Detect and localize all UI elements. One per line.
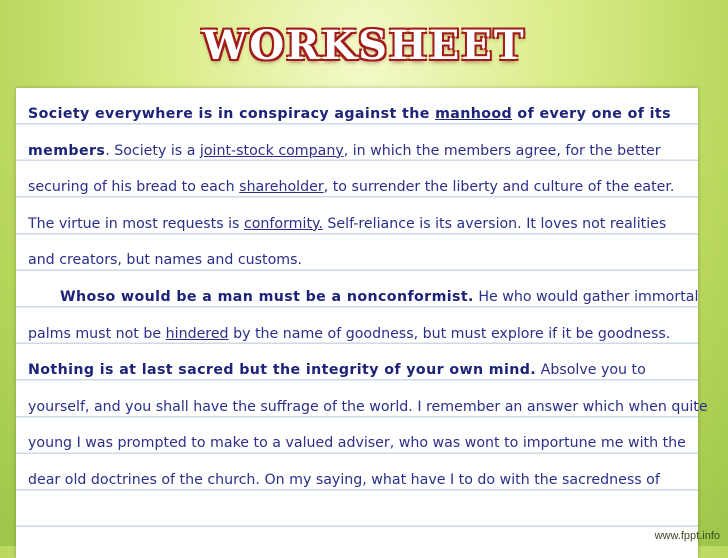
underlined-hindered: hindered [165,325,229,342]
line-9-text: yourself, and you shall have the suffrage of the world. I remember an answer which when quite [28,398,708,415]
text-line-8 [28,352,698,389]
line-6-text-end: He who would gather immortal [473,288,699,305]
underlined-manhood: manhood [435,106,513,122]
line-3-text: securing of his bread to each [28,179,240,196]
line-4-text-end: Self-reliance is its aversion. It loves not realities [322,215,667,232]
line-4-text: The virtue in most requests is [28,215,244,232]
text-line-2 [28,133,698,170]
text-line-5 [28,242,698,279]
text-line-4 [28,206,698,243]
line-11-text: dear old doctrines of the church. On my saying, what have I to do with the sacredness of [28,471,660,488]
line-7-text-end: by the name of goodness, but must explore if it be goodness. [228,325,671,342]
underlined-conformity: conformity. [243,215,323,232]
underlined-joint-stock-company: joint-stock company [199,142,344,159]
line-2-text: . Society is a [105,142,200,159]
line-10-text: young I was prompted to make to a valued adviser, who was wont to importune me with the [28,435,686,452]
bold-nonconformist-sentence: Whoso would be a man must be a nonconformist. [60,288,474,305]
worksheet-text [28,96,708,499]
line-5-text: and creators, but names and customs. [28,252,302,269]
bold-integrity-sentence: Nothing is at last sacred but the integrity of your own mind. [28,362,537,379]
line-1-bold-end: of every one of its [512,106,671,122]
text-line-6 [28,279,698,316]
text-line-7 [28,316,698,353]
slide-title: WORKSHEET [202,22,526,69]
text-line-10 [28,425,698,462]
text-line-9 [28,389,708,426]
underlined-shareholder: shareholder [239,179,324,196]
line-7-text: palms must not be [28,325,166,342]
footer-url: www.fppt.info [654,530,720,542]
line-8-text-end: Absolve you to [536,362,646,379]
text-line-1 [28,96,698,133]
line-3-text-end: , to surrender the liberty and culture of the eater. [323,179,675,196]
text-line-3 [28,169,698,206]
text-line-11 [28,462,698,499]
line-2-text-end: , in which the members agree, for the better [343,142,661,159]
bold-members: members [28,142,106,159]
line-1-bold-start: Society everywhere is in conspiracy against the [28,106,436,122]
